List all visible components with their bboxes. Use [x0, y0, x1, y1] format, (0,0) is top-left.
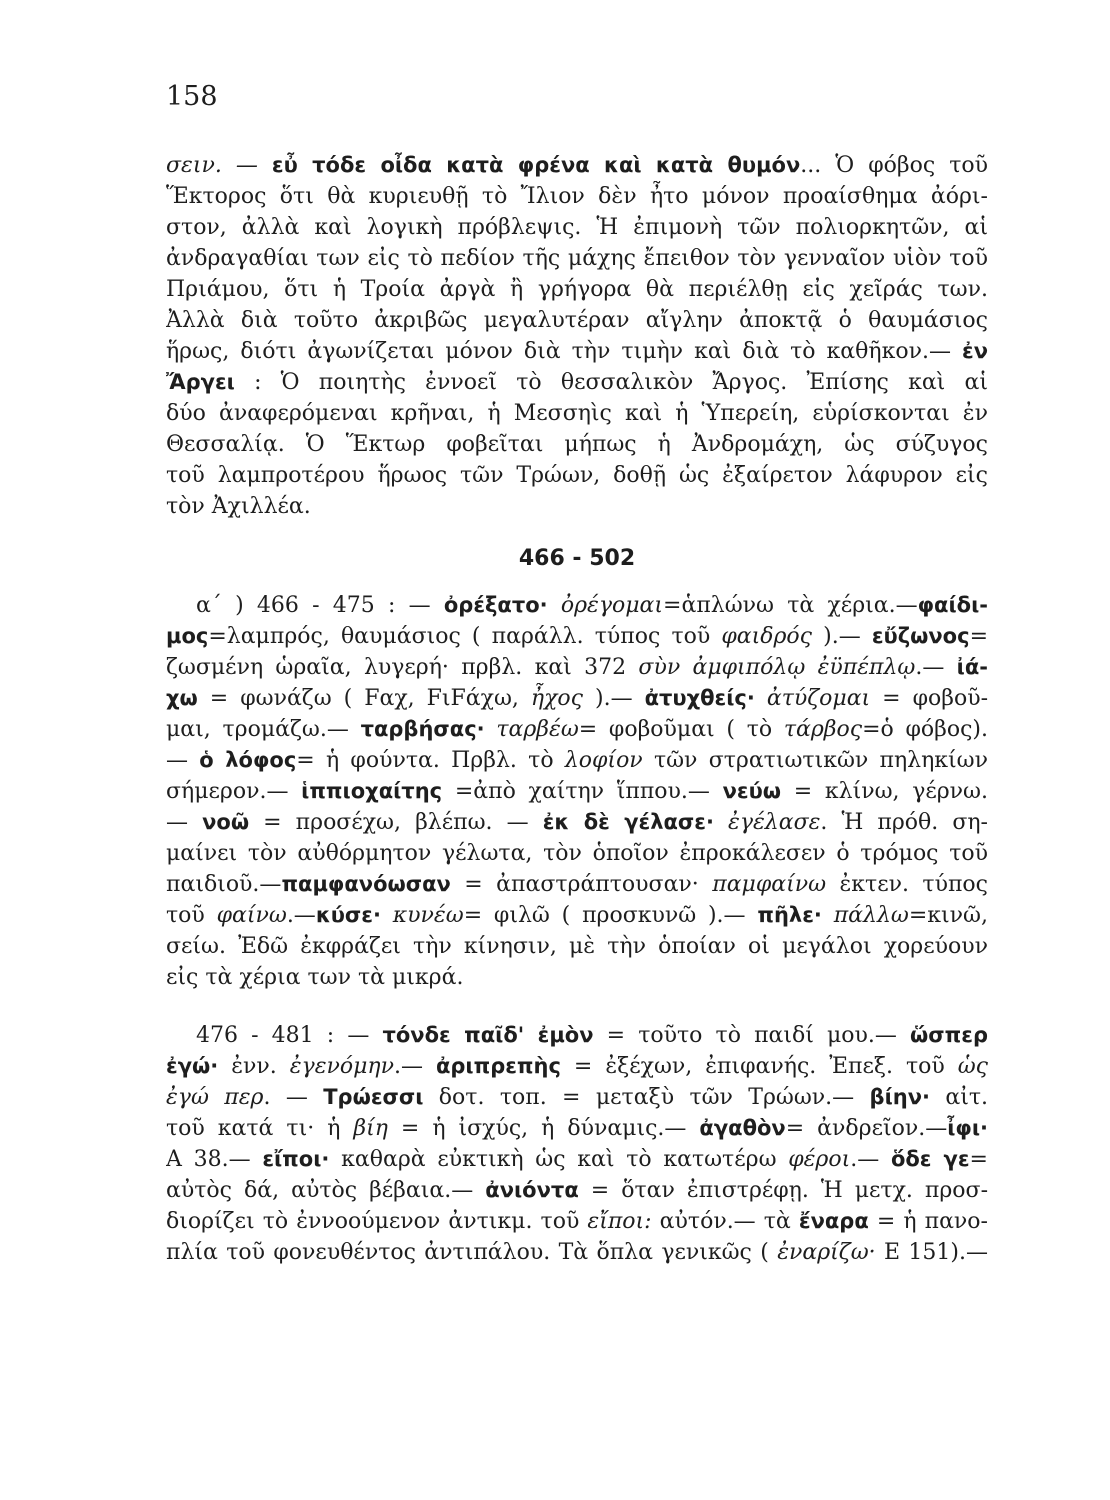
text-line — [166, 962, 988, 993]
text-line — [166, 1113, 988, 1144]
paragraph-gap — [166, 993, 988, 1020]
text-run: αὐτὸς δά, αὐτὸς βέβαια.— — [166, 1178, 486, 1203]
text-run: καθαρὰ εὐκτικὴ ὡς καὶ τὸ κατωτέρω — [329, 1147, 789, 1172]
text-run: . Ἡ πρόθ. ση- — [820, 810, 988, 835]
text-run: Α 38.— — [166, 1147, 263, 1172]
text-run: = προσέχω, βλέπω. — — [249, 810, 543, 835]
text-line — [166, 1020, 988, 1051]
italic-term: ἐγενόμην — [289, 1054, 394, 1079]
text-run: 476 - 481 : — — [196, 1023, 383, 1048]
bold-lemma: παμφανόωσαν — [281, 872, 451, 896]
bold-lemma: ὅδε γε — [890, 1147, 970, 1171]
bold-lemma: κύσε· — [315, 903, 381, 927]
bold-lemma: ἐν — [962, 339, 988, 363]
italic-term: παμφαίνω — [712, 872, 827, 897]
text-line — [166, 869, 988, 900]
text-line — [166, 491, 988, 522]
italic-term: ἦχος — [530, 686, 583, 711]
italic-term: φέροι — [788, 1147, 851, 1172]
text-run: ἐνν. — [218, 1054, 290, 1079]
italic-term: λοφίον — [564, 748, 643, 773]
bold-lemma: Τρώεσσι — [323, 1085, 424, 1109]
italic-term: εἴποι: — [587, 1209, 652, 1234]
text-run: ).— — [583, 686, 645, 711]
text-run: αἰτ. — [929, 1085, 988, 1110]
bold-lemma: ἱππιοχαίτης — [301, 779, 443, 803]
text-line — [166, 1144, 988, 1175]
text-run: παιδιοῦ.— — [166, 872, 282, 897]
text-line — [166, 1206, 988, 1237]
text-run: . — — [263, 1085, 324, 1110]
italic-term: σὺν ἀμφιπόλῳ ἐϋπέπλῳ — [638, 655, 916, 680]
text-run: — — [166, 748, 200, 773]
text-run: τῶν στρατιωτικῶν πηληκίων — [642, 748, 988, 773]
bold-lemma: μος — [166, 624, 209, 648]
italic-term: σειν. — — [166, 153, 272, 178]
text-run: .— — [393, 1054, 436, 1079]
text-line — [166, 714, 988, 745]
text-run: .— — [286, 903, 316, 928]
bold-lemma: ἰά- — [956, 655, 988, 679]
text-line — [166, 745, 988, 776]
text-run: τοῦ κατά τι· ἡ — [166, 1116, 354, 1141]
text-run: σήμερον.— — [166, 779, 302, 804]
text-run: αὐτόν.— τὰ — [651, 1209, 799, 1234]
text-line — [166, 305, 988, 336]
bold-lemma: εἴποι· — [262, 1147, 330, 1171]
text-line — [166, 652, 988, 683]
text-line — [166, 1082, 988, 1113]
text-run: Πριάμου, ὅτι ἡ Τροία ἀργὰ ἢ γρήγορα θὰ περιέλθῃ εἰς χεῖράς των. — [166, 277, 988, 302]
text-run: =ἁπλώνω τὰ χέρια.— — [663, 593, 918, 618]
text-run: μαίνει τὸν αὐθόρμητον γέλωτα, τὸν ὁποῖον ἐπροκάλεσεν ὁ τρόμος τοῦ — [166, 841, 988, 866]
text-run: = φιλῶ ( προσκυνῶ ).— — [463, 903, 758, 928]
text-run: = ἀπαστράπτουσαν· — [450, 872, 713, 897]
text-line — [166, 931, 988, 962]
text-run: = φωνάζω ( Fαχ, FιFάχω, — [197, 686, 531, 711]
bold-lemma: φαίδι- — [917, 593, 988, 617]
bold-lemma: ἀριπρεπὴς — [435, 1054, 561, 1078]
text-line — [166, 429, 988, 460]
bold-lemma: ταρβήσας· — [360, 717, 485, 741]
text-line — [166, 212, 988, 243]
italic-term: φαιδρός — [721, 624, 812, 649]
text-run: στον, ἀλλὰ καὶ λογικὴ πρόβλεψις. Ἡ ἐπιμονὴ τῶν πολιορκητῶν, αἱ — [166, 215, 988, 240]
text-line — [166, 243, 988, 274]
text-run: ἥρως, διότι ἀγωνίζεται μόνον διὰ τὴν τιμὴν καὶ διὰ τὸ καθῆκον.— — [166, 339, 962, 364]
italic-term: ἐναρίζω· — [777, 1240, 876, 1265]
bold-lemma: εὔζωνος — [871, 624, 970, 648]
text-line — [166, 621, 988, 652]
text-run: δύο ἀναφερόμεναι κρῆναι, ἡ Μεσσηὶς καὶ ἡ Ὑπερείη, εὑρίσκονται ἐν — [166, 401, 988, 426]
text-run: τοῦ — [166, 903, 217, 928]
text-run: — — [166, 810, 203, 835]
text-run: Θεσσαλίᾳ. Ὁ Ἕκτωρ φοβεῖται μήπως ἡ Ἀνδρομάχη, ὡς σύζυγος — [166, 432, 988, 457]
text-run: ).— — [812, 624, 872, 649]
bold-lemma: ἶφι· — [947, 1116, 988, 1140]
text-run: = ὅταν ἐπιστρέφῃ. Ἡ μετχ. προσ- — [578, 1178, 988, 1203]
text-run: α΄ ) 466 - 475 : — — [196, 593, 444, 618]
text-run: =ὁ φόβος). — [862, 717, 988, 742]
italic-term: ὀρέγομαι — [547, 593, 664, 618]
text-run: ἀνδραγαθίαι των εἰς τὸ πεδίον τῆς μάχης ἔπειθον τὸν γενναῖον υἱὸν τοῦ — [166, 246, 988, 271]
text-line — [166, 900, 988, 931]
text-run: = φοβοῦμαι ( τὸ — [578, 717, 784, 742]
text-run: τὸν Ἀχιλλέα. — [166, 494, 311, 519]
text-run: =λαμπρός, θαυμάσιος ( παράλλ. τύπος τοῦ — [208, 624, 722, 649]
text-run: Ε 151).— — [875, 1240, 988, 1265]
bold-lemma: τόνδε παῖδ' ἐμὸν — [382, 1023, 594, 1047]
text-run: πλία τοῦ φονευθέντος ἀντιπάλου. Τὰ ὅπλα γενικῶς ( — [166, 1240, 778, 1265]
text-run: =ἀπὸ χαίτην ἵππου.— — [442, 779, 723, 804]
text-line — [166, 1175, 988, 1206]
text-run: = ἀνδρεῖον.— — [785, 1116, 948, 1141]
text-run: διορίζει τὸ ἐννοούμενον ἀντικμ. τοῦ — [166, 1209, 588, 1234]
text-line — [166, 1051, 988, 1082]
italic-term: ὡς — [957, 1054, 988, 1079]
text-run: = ἡ ἰσχύς, ἡ δύναμις.— — [387, 1116, 700, 1141]
text-run: = τοῦτο τὸ παιδί μου.— — [593, 1023, 911, 1048]
italic-term: ἐγώ περ — [166, 1085, 264, 1110]
bold-lemma: ἀγαθὸν — [699, 1116, 786, 1140]
text-run: .— — [915, 655, 957, 680]
text-line — [166, 274, 988, 305]
text-line — [166, 1237, 988, 1268]
bold-lemma: ὁ λόφος — [199, 748, 297, 772]
text-line — [166, 336, 988, 367]
text-run: = — [969, 624, 988, 649]
italic-term: βίη — [353, 1116, 388, 1141]
text-run: = — [969, 1147, 988, 1172]
text-run: =κινῶ, — [908, 903, 988, 928]
text-line — [166, 150, 988, 181]
text-line — [166, 367, 988, 398]
text-run: = ἐξέχων, ἐπιφανής. Ἐπεξ. τοῦ — [560, 1054, 958, 1079]
bold-lemma: ἐγώ· — [166, 1054, 219, 1078]
bold-lemma: βίην· — [869, 1085, 930, 1109]
bold-lemma: χω — [166, 686, 198, 710]
italic-term: ἀτύζομαι — [754, 686, 871, 711]
bold-lemma: πῆλε· — [757, 903, 822, 927]
commentary-text — [166, 150, 988, 1268]
text-line — [166, 776, 988, 807]
text-run: .— — [850, 1147, 891, 1172]
text-run: = ἡ φούντα. Πρβλ. τὸ — [296, 748, 565, 773]
text-run: = φοβοῦ- — [870, 686, 988, 711]
text-line — [166, 807, 988, 838]
bold-lemma: ἔναρα — [798, 1209, 869, 1233]
text-line — [166, 181, 988, 212]
bold-lemma: ὥσπερ — [910, 1023, 988, 1047]
text-run: τοῦ λαμπροτέρου ἥρωος τῶν Τρώων, δοθῇ ὡς ἐξαίρετον λάφυρον εἰς — [166, 463, 988, 488]
page-number: 158 — [166, 81, 218, 112]
text-line — [166, 590, 988, 621]
text-run: = ἡ πανο- — [868, 1209, 988, 1234]
italic-term: ἐγέλασε — [713, 810, 821, 835]
bold-lemma: ὀρέξατο· — [443, 593, 548, 617]
bold-lemma: νεύω — [722, 779, 782, 803]
text-run: μαι, τρομάζω.— — [166, 717, 361, 742]
bold-lemma: ἀτυχθείς· — [644, 686, 755, 710]
text-line — [166, 683, 988, 714]
italic-term: τάρβος — [783, 717, 863, 742]
italic-term: φαίνω — [216, 903, 287, 928]
text-run: : Ὁ ποιητὴς ἐννοεῖ τὸ θεσσαλικὸν Ἄργος. Ἐπίσης καὶ αἱ — [234, 370, 988, 395]
text-run: Ἕκτορος ὅτι θὰ κυριευθῇ τὸ Ἴλιον δὲν ἦτο μόνον προαίσθημα ἀόρι- — [166, 184, 988, 209]
text-run: ... Ὁ φόβος τοῦ — [800, 153, 988, 178]
text-run: = κλίνω, γέρνω. — [781, 779, 988, 804]
section-heading: 466 - 502 — [518, 546, 636, 571]
italic-term: ταρβέω — [484, 717, 579, 742]
text-run: σείω. Ἐδῶ ἐκφράζει τὴν κίνησιν, μὲ τὴν ὁποίαν οἱ μεγάλοι χορεύουν — [166, 934, 988, 959]
text-run: δοτ. τοπ. = μεταξὺ τῶν Τρώων.— — [423, 1085, 870, 1110]
text-line — [166, 460, 988, 491]
bold-lemma: ἀνιόντα — [485, 1178, 579, 1202]
bold-lemma: Ἄργει — [166, 370, 235, 394]
text-run: ἐκτεν. τύπος — [826, 872, 988, 897]
text-run: Ἀλλὰ διὰ τοῦτο ἀκριβῶς μεγαλυτέραν αἴγλην ἀποκτᾷ ὁ θαυμάσιος — [166, 308, 988, 333]
text-run: ζωσμένη ὡραῖα, λυγερή· πρβλ. καὶ 372 — [166, 655, 639, 680]
text-line — [166, 398, 988, 429]
italic-term: κυνέω — [380, 903, 464, 928]
text-line — [166, 838, 988, 869]
bold-lemma: νοῶ — [202, 810, 250, 834]
bold-lemma: ἐκ δὲ γέλασε· — [542, 810, 714, 834]
text-run: εἰς τὰ χέρια των τὰ μικρά. — [166, 965, 464, 990]
bold-lemma: εὖ τόδε οἶδα κατὰ φρένα καὶ κατὰ θυμόν — [271, 153, 801, 177]
italic-term: πάλλω — [821, 903, 909, 928]
